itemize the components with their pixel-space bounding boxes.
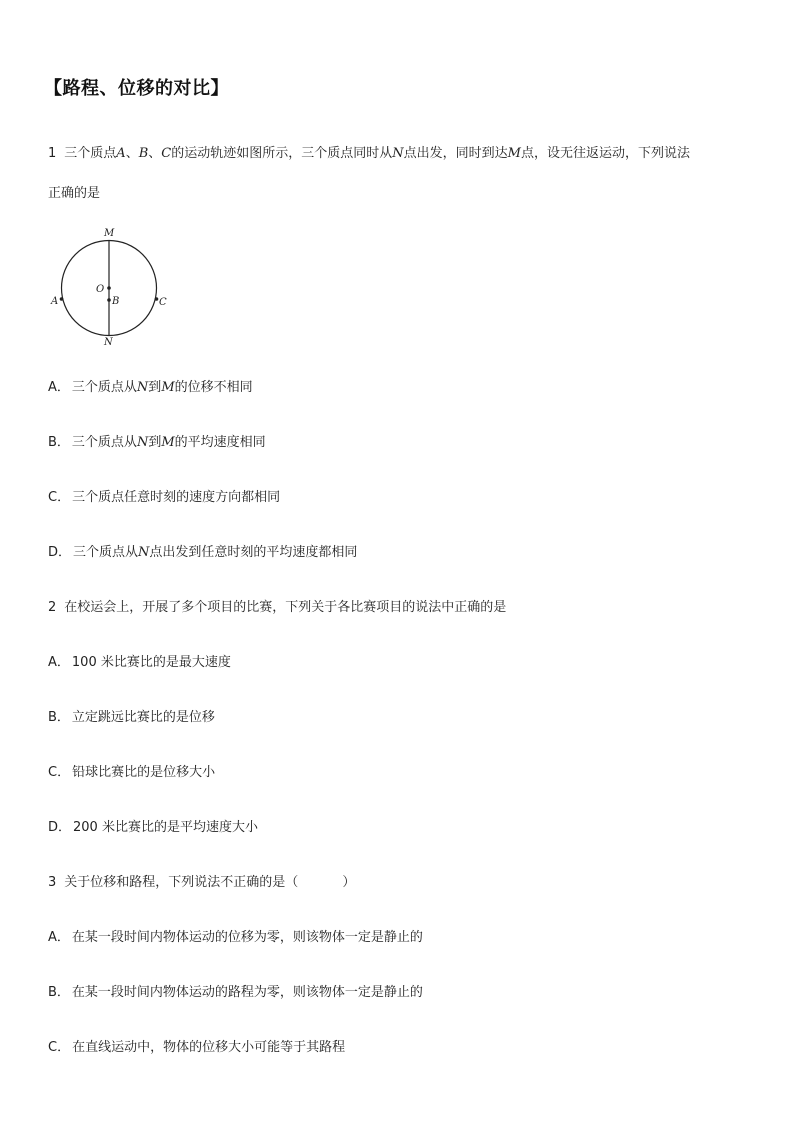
var-m: M bbox=[161, 435, 175, 450]
option-letter: B． bbox=[48, 435, 70, 450]
option-d[interactable] bbox=[48, 541, 357, 560]
option-d[interactable] bbox=[48, 816, 258, 835]
option-letter: A． bbox=[48, 380, 70, 395]
question-number: 2 bbox=[48, 600, 57, 615]
var-n: N bbox=[136, 435, 149, 450]
label-o: O bbox=[96, 284, 105, 295]
option-text: 点出发到任意时刻的平均速度都相同 bbox=[149, 545, 358, 560]
option-letter: B． bbox=[48, 985, 70, 1000]
option-a[interactable] bbox=[48, 651, 231, 670]
option-text: 三个质点从 bbox=[71, 380, 137, 395]
stem-text: 点，设无往返运动，下列说法 bbox=[520, 146, 690, 161]
option-text: 在某一段时间内物体运动的位移为零，则该物体一定是静止的 bbox=[71, 930, 423, 945]
option-letter: A． bbox=[48, 655, 70, 670]
var-m: M bbox=[507, 146, 521, 161]
option-text: 三个质点任意时刻的速度方向都相同 bbox=[72, 490, 281, 505]
option-b[interactable] bbox=[48, 981, 423, 1000]
label-c: C bbox=[159, 297, 167, 308]
option-text: 的平均速度相同 bbox=[174, 435, 266, 450]
var-m: M bbox=[161, 380, 175, 395]
option-text: 200 米比赛比的是平均速度大小 bbox=[73, 820, 258, 835]
paren-open: （ bbox=[285, 875, 299, 890]
stem-text: 在校运会上，开展了多个项目的比赛，下列关于各比赛项目的说法中正确的是 bbox=[64, 600, 507, 615]
stem-text: 点出发，同时到达 bbox=[403, 146, 508, 161]
var-n: N bbox=[392, 146, 404, 161]
question-1-stem bbox=[48, 142, 690, 161]
option-text: 到 bbox=[148, 435, 162, 450]
paren-close: ） bbox=[342, 875, 356, 890]
stem-text: 三个质点 bbox=[64, 146, 117, 161]
option-text: 到 bbox=[148, 380, 162, 395]
option-b[interactable] bbox=[48, 431, 266, 450]
option-letter: A． bbox=[48, 930, 70, 945]
option-a[interactable] bbox=[48, 376, 253, 395]
circle-trajectory-diagram bbox=[48, 222, 172, 348]
option-text: 在直线运动中，物体的位移大小可能等于其路程 bbox=[72, 1040, 346, 1055]
option-c[interactable] bbox=[48, 486, 280, 505]
option-text: 三个质点从 bbox=[71, 435, 137, 450]
option-b[interactable] bbox=[48, 706, 215, 725]
option-text: 三个质点从 bbox=[73, 545, 139, 560]
question-2-stem bbox=[48, 596, 506, 615]
point-b-dot bbox=[107, 298, 111, 302]
option-letter: D． bbox=[48, 820, 72, 835]
option-text: 立定跳远比赛比的是位移 bbox=[71, 710, 215, 725]
label-m: M bbox=[104, 228, 115, 239]
label-n: N bbox=[104, 337, 113, 348]
label-a: A bbox=[51, 296, 59, 307]
option-c[interactable] bbox=[48, 1036, 345, 1055]
section-title: 【路程、位移的对比】 bbox=[44, 78, 229, 99]
var-c: C bbox=[161, 146, 172, 161]
stem-text: 的运动轨迹如图所示，三个质点同时从 bbox=[171, 146, 393, 161]
separator: 、 bbox=[125, 146, 139, 161]
question-3-stem bbox=[48, 871, 355, 890]
var-n: N bbox=[136, 380, 149, 395]
option-c[interactable] bbox=[48, 761, 215, 780]
point-o-dot bbox=[107, 286, 111, 290]
var-b: B bbox=[138, 146, 149, 161]
var-n: N bbox=[138, 545, 150, 560]
question-number: 1 bbox=[48, 146, 57, 161]
point-a-dot bbox=[60, 297, 64, 301]
option-letter: B． bbox=[48, 710, 70, 725]
var-a: A bbox=[116, 146, 126, 161]
question-1-stem-continued: 正确的是 bbox=[48, 186, 101, 201]
option-letter: C． bbox=[48, 1040, 71, 1055]
stem-text: 关于位移和路程，下列说法不正确的是 bbox=[64, 875, 286, 890]
option-letter: C． bbox=[48, 765, 71, 780]
option-text: 铅球比赛比的是位移大小 bbox=[72, 765, 216, 780]
point-c-dot bbox=[155, 297, 159, 301]
option-text: 的位移不相同 bbox=[174, 380, 253, 395]
option-letter: C． bbox=[48, 490, 71, 505]
option-letter: D． bbox=[48, 545, 72, 560]
separator: 、 bbox=[148, 146, 162, 161]
label-b: B bbox=[112, 296, 120, 307]
question-number: 3 bbox=[48, 875, 57, 890]
option-text: 在某一段时间内物体运动的路程为零，则该物体一定是静止的 bbox=[71, 985, 423, 1000]
option-a[interactable] bbox=[48, 926, 423, 945]
option-text: 100 米比赛比的是最大速度 bbox=[71, 655, 231, 670]
